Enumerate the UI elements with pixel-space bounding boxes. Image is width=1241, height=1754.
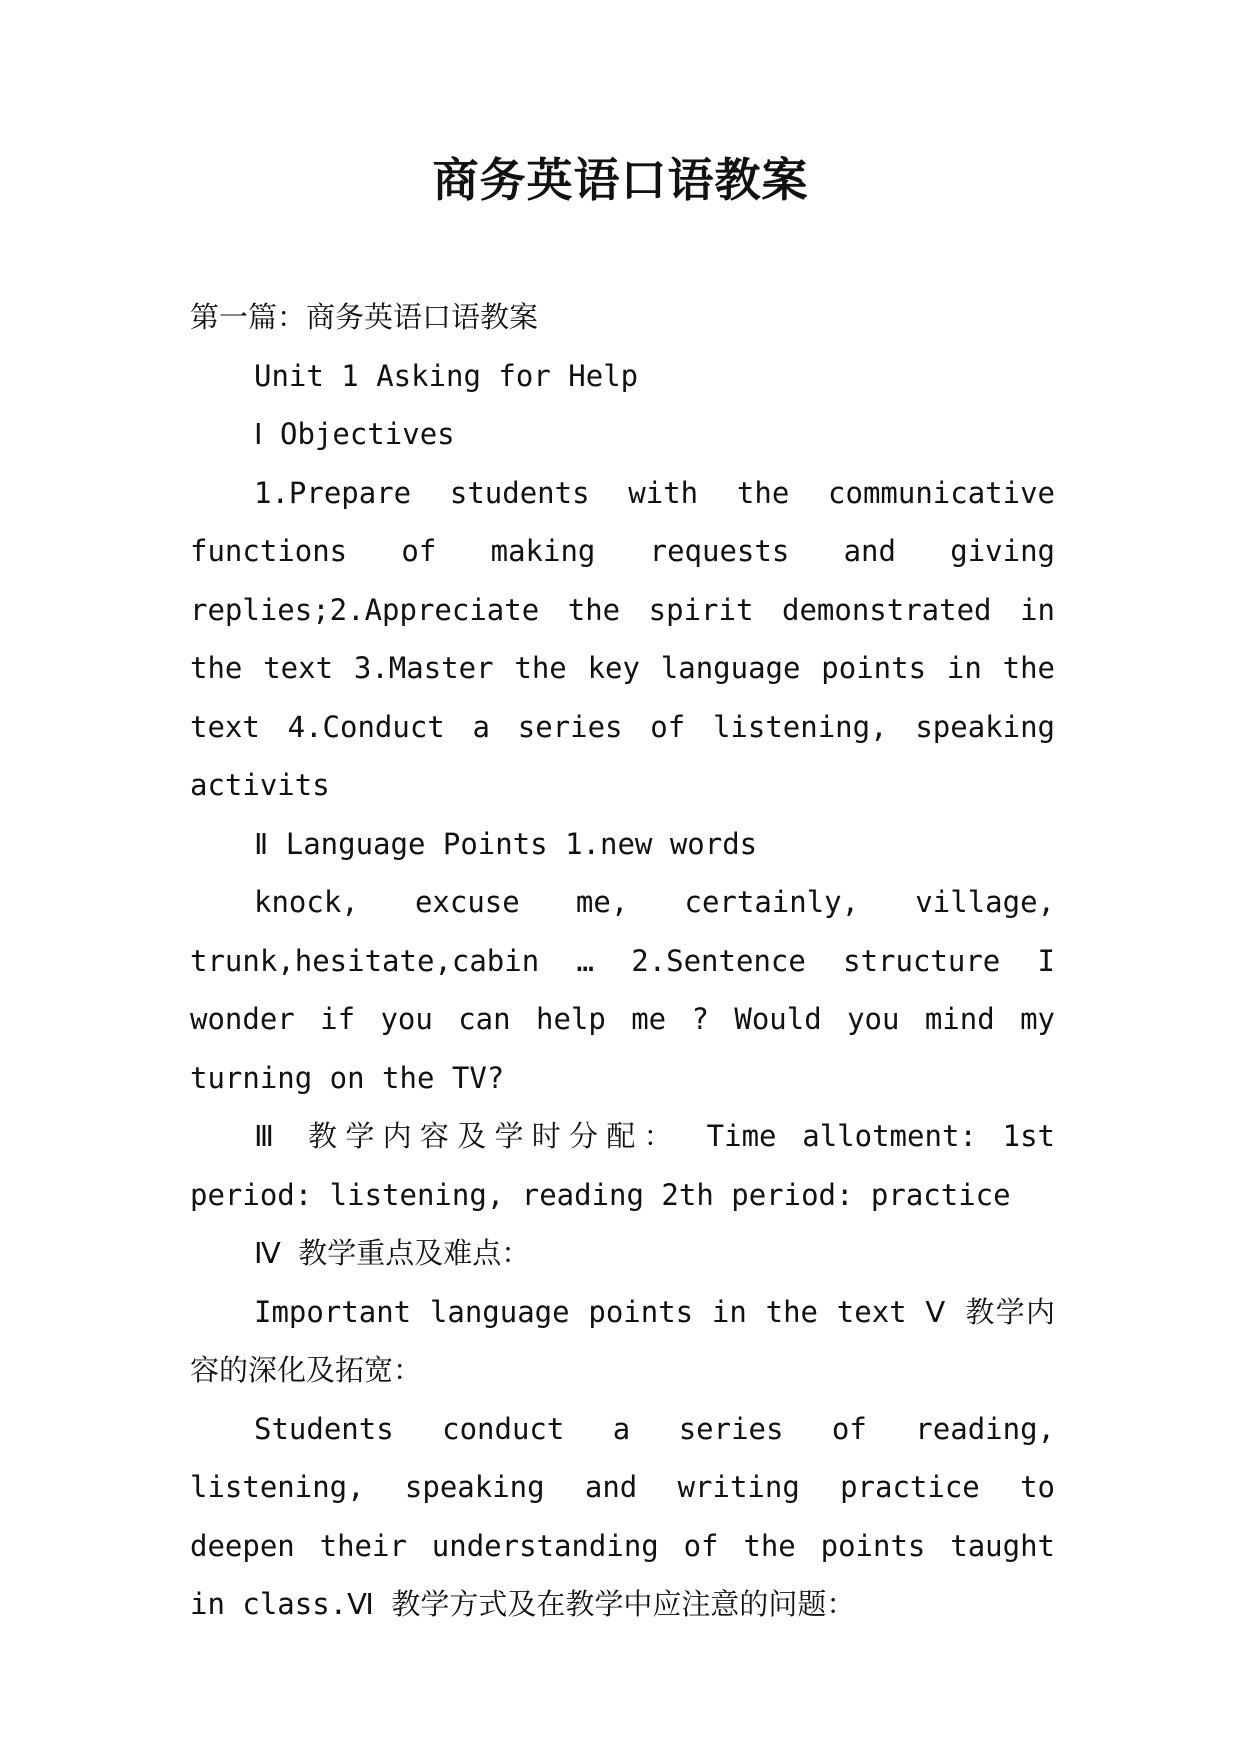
section-heading: 第一篇：商务英语口语教案 xyxy=(190,300,539,334)
objectives-paragraph: 1.Prepare students with the communicative functions of making requests and giving replies;2.Appreciate the spirit demonstrated in the text 3.Master the key language points in the text 4.Conduct a series of listening, speaking activits xyxy=(190,475,1055,802)
language-points-heading: Ⅱ Language Points 1.new words xyxy=(254,826,758,861)
practice-paragraph: Students conduct a series of reading, listening, speaking and writing practice to deepen their understanding of the points taught in class.Ⅵ 教学方式及在教学中应注意的问题： xyxy=(190,1411,1055,1621)
key-points-paragraph: Important language points in the text Ⅴ 教学内容的深化及拓宽： xyxy=(190,1294,1055,1387)
new-words-paragraph: knock, excuse me, certainly, village, trunk,hesitate,cabin … 2.Sentence structure I wonder if you can help me ? Would you mind my turning on the TV? xyxy=(190,885,1055,1095)
unit-title: Unit 1 Asking for Help xyxy=(254,358,639,393)
key-points-heading: Ⅳ 教学重点及难点： xyxy=(254,1236,531,1270)
document-title: 商务英语口语教案 xyxy=(432,153,809,207)
time-allotment-paragraph: Ⅲ 教学内容及学时分配： Time allotment: 1st period: listening, reading 2th period: practice xyxy=(190,1119,1055,1212)
document-body xyxy=(190,288,1055,1634)
objectives-heading: Ⅰ Objectives xyxy=(254,417,455,451)
